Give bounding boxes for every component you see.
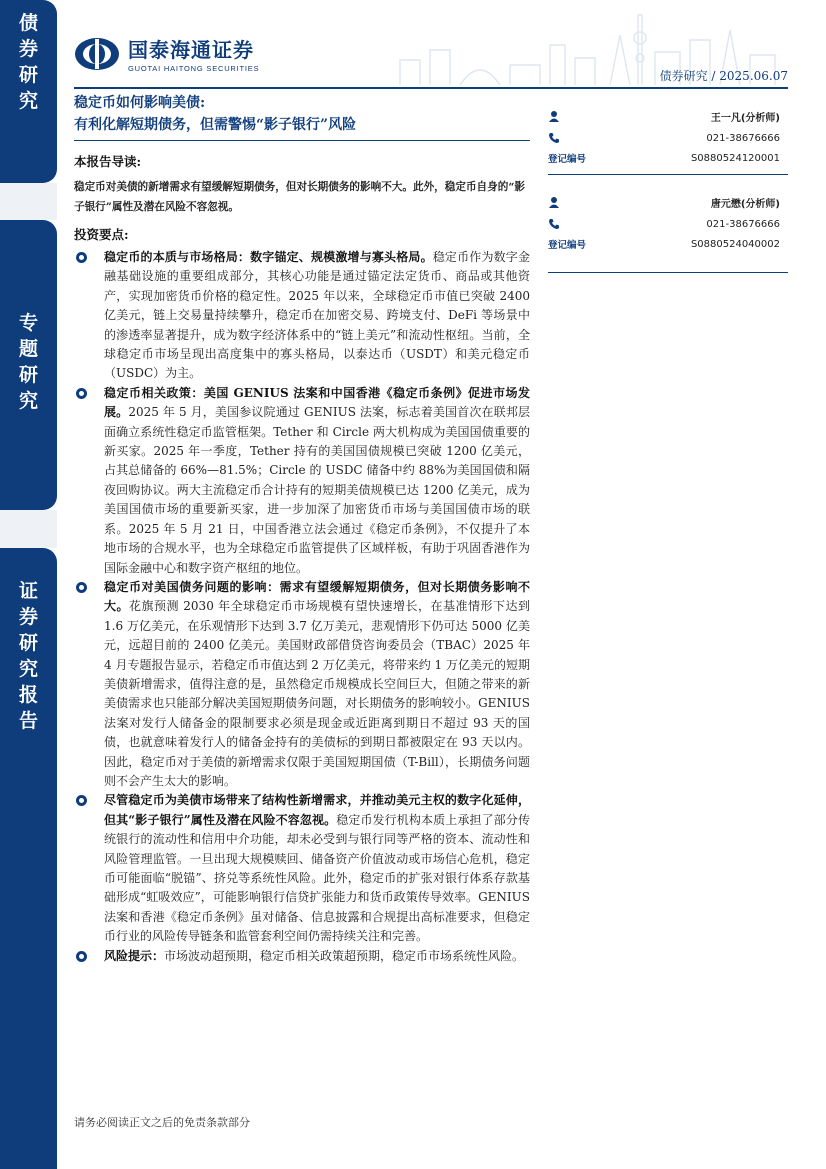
point-lead: 稳定币相关政策：美国 GENIUS 法案和中国香港《稳定币条例》促进市场发展。 bbox=[104, 385, 530, 420]
logo-name-cn: 国泰海通证券 bbox=[128, 38, 254, 62]
sidebar-category-tab bbox=[0, 0, 57, 183]
report-title bbox=[74, 92, 530, 136]
analyst-phone: 021-38676666 bbox=[706, 218, 780, 230]
sidebar-gap bbox=[0, 183, 57, 220]
bullet-icon bbox=[76, 951, 87, 962]
point-text: 花旗预测 2030 年全球稳定币市场规模有望快速增长，在基准情形下达到 1.6 万亿美元，在乐观情形下达到 3.7 亿万美元，悲观情形下仍可达 5000 亿美元，远超目前的 2400 亿美元。美国财政部借贷咨询委员会（TBAC）2025 年 4 月专题报告显示，若稳定币市值达到 2 万亿美元，将带来约 1 万亿美元的短期美债新增需求，值得注意的是，虽然稳定币规模成长空间巨大，但随之带来的新美债需求也只能部分解决美国短期债务问题，对长期债务的影响较小。GENIUS 法案对发行人储备金的限制要求必须是现金或近距离到期日不超过 93 天的国债，也就意味着发行人的储备金持有的美债标的到期日都被限定在 93 天以内。因此，稳定币对于美债的新增需求仅限于美国短期国债（T-Bill），长期债务问题则不会产生太大的影响。 bbox=[104, 599, 530, 788]
list-item bbox=[74, 384, 530, 578]
investment-points-list bbox=[74, 248, 530, 966]
analyst-reg-label: 登记编号 bbox=[548, 154, 587, 165]
point-lead: 风险提示： bbox=[104, 948, 165, 963]
company-logo bbox=[74, 34, 259, 73]
sidebar-report-label: 证 券 研 究 报 告 bbox=[18, 580, 38, 732]
analyst-divider bbox=[548, 272, 788, 273]
disclaimer-footer: 请务必阅读正文之后的免责条款部分 bbox=[74, 1116, 250, 1129]
meta-separator: / bbox=[711, 69, 716, 83]
sidebar-type-label: 专 题 研 究 bbox=[18, 312, 38, 412]
list-item bbox=[74, 947, 530, 966]
analyst-reg-number: S0880524040002 bbox=[690, 238, 780, 250]
bullet-icon bbox=[76, 582, 87, 593]
point-text: 稳定币作为数字金融基础设施的重要组成部分，其核心功能是通过锚定法定货币、商品或其他资产，实现加密货币价格的稳定性。2025 年以来，全球稳定币市值已突破 2400 亿美元，链上交易量持续攀升，稳定币在加密交易、跨境支付、DeFi 等场景中的渗透率显著提升，成为数字经济体系中的“链上美元”和流动性枢纽。当前，全球稳定币市场呈现出高度集中的寡头格局，以泰达币（USDT）和美元稳定币（USDC）为主。 bbox=[104, 250, 530, 381]
phone-icon bbox=[548, 218, 560, 230]
analyst-name: 唐元懋(分析师) bbox=[710, 198, 780, 210]
analyst-card bbox=[548, 190, 788, 276]
point-text: 稳定币发行机构本质上承担了部分传统银行的流动性和信用中介功能，却未必受到与银行同等严格的资本、流动性和风险管理监管。一旦出现大规模赎回、储备资产价值波动或市场信心危机，稳定币可能面临“脱锚”、挤兑等系统性风险。此外，稳定币的扩张对银行体系存款基础形成“虹吸效应”，可能影响银行信贷扩张能力和货币政策传导效率。GENIUS 法案和香港《稳定币条例》虽对储备、信息披露和合规提出高标准要求，但稳定币行业的风险传导链条和监管套利空间仍需持续关注和完善。 bbox=[104, 812, 530, 944]
analyst-card bbox=[548, 104, 788, 190]
report-category: 债券研究 bbox=[659, 69, 708, 83]
analyst-reg-number: S0880524120001 bbox=[690, 152, 780, 164]
report-category-date bbox=[660, 67, 788, 84]
report-date: 2025.06.07 bbox=[719, 69, 788, 83]
person-icon bbox=[548, 110, 560, 122]
point-text: 2025 年 5 月，美国参议院通过 GENIUS 法案，标志着美国首次在联邦层面确立系统性稳定币监管框架。Tether 和 Circle 两大机构成为美国国债重要的新买家。2025 年一季度，Tether 持有的美国国债规模已突破 1200 亿美元，占其总储备的 66%—81.5%；Circle 的 USDC 储备中约 88%为美国国债和隔夜回购协议。两大主流稳定币合计持有的短期美债规模已达 1200 亿美元，成为美国国债市场的重要新买家，进一步加深了加密货币市场与美国国债市场的联系。2025 年 5 月 21 日，中国香港立法会通过《稳定币条例》，不仅提升了本地市场的合规水平，也为全球稳定币监管提供了区域样板，有助于巩固香港作为国际金融中心和数字资产枢纽的地位。 bbox=[104, 405, 530, 575]
point-lead: 尽管稳定币为美债市场带来了结构性新增需求，并推动美元主权的数字化延伸，但其“影子银行”属性及潜在风险不容忽视。 bbox=[104, 793, 530, 827]
bullet-icon bbox=[76, 252, 87, 263]
report-title-line1: 稳定币如何影响美债: bbox=[74, 95, 206, 111]
list-item bbox=[74, 248, 530, 384]
list-item bbox=[74, 578, 530, 791]
sidebar-type-tab bbox=[0, 220, 57, 510]
phone-icon bbox=[548, 132, 560, 144]
investment-heading: 投资要点: bbox=[74, 227, 129, 242]
point-lead: 稳定币对美国债务问题的影响：需求有望缓解短期债务，但对长期债务影响不大。 bbox=[104, 579, 530, 614]
bullet-icon bbox=[76, 388, 87, 399]
sidebar-report-tab bbox=[0, 548, 57, 1169]
bullet-icon bbox=[76, 795, 87, 806]
sidebar-band bbox=[0, 0, 57, 1169]
point-text: 市场波动超预期，稳定币相关政策超预期，稳定币市场系统性风险。 bbox=[164, 948, 525, 963]
analyst-reg-label: 登记编号 bbox=[548, 240, 587, 251]
analyst-panel bbox=[548, 104, 788, 276]
person-icon bbox=[548, 196, 560, 208]
company-logo-icon bbox=[74, 37, 120, 71]
list-item bbox=[74, 791, 530, 946]
logo-name-en: GUOTAI HAITONG SECURITIES bbox=[128, 64, 260, 73]
header-divider bbox=[74, 87, 788, 89]
analyst-name: 王一凡(分析师) bbox=[710, 112, 780, 124]
title-divider bbox=[74, 140, 530, 141]
point-lead: 稳定币的本质与市场格局：数字锚定、规模激增与寡头格局。 bbox=[104, 250, 433, 264]
sidebar-gap bbox=[0, 510, 57, 548]
guide-summary: 稳定币对美债的新增需求有望缓解短期债务，但对长期债务的影响不大。此外，稳定币自身的“影子银行”属性及潜在风险不容忽视。 bbox=[74, 181, 526, 213]
analyst-phone: 021-38676666 bbox=[706, 132, 780, 144]
report-title-line2: 有利化解短期债务，但需警惕“影子银行”风险 bbox=[74, 117, 357, 133]
sidebar-category-label: 债 券 研 究 bbox=[18, 12, 38, 112]
guide-heading: 本报告导读: bbox=[74, 154, 142, 169]
analyst-divider bbox=[548, 174, 788, 175]
